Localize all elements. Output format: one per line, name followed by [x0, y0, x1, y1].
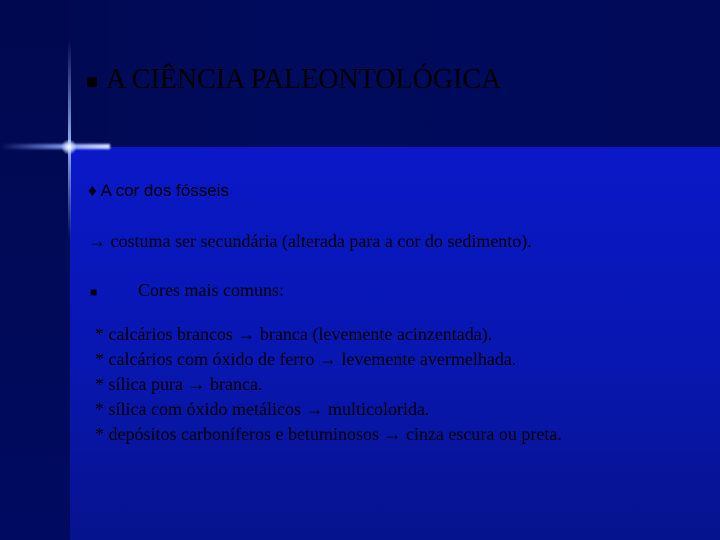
square-bullet-icon: ■: [86, 71, 99, 93]
arrow-statement: → costuma ser secundária (alterada para a cor do sedimento).: [88, 231, 532, 251]
sparkle-icon: [61, 139, 77, 155]
list-item: * calcários com óxido de ferro → levemente avermelhada.: [95, 349, 517, 369]
square-bullet-icon: ■: [90, 285, 98, 299]
slide-title: [86, 64, 501, 96]
color-list: [95, 322, 562, 447]
horizontal-glow-line: [0, 144, 110, 149]
list-item: * depósitos carboníferos e betuminosos → cinza escura ou preta.: [95, 424, 562, 444]
list-item: * sílica pura → branca.: [95, 374, 263, 394]
section-subheading: ♦ A cor dos fósseis: [88, 181, 229, 200]
slide-title-text: A CIÊNCIA PALEONTOLÓGICA: [106, 64, 502, 95]
colors-heading-label: Cores mais comuns:: [138, 280, 284, 300]
list-item: * sílica com óxido metálicos → multicolorida.: [95, 399, 430, 419]
colors-heading: [90, 280, 284, 301]
left-band: [0, 0, 70, 540]
list-item: * calcários brancos → branca (levemente acinzentada).: [95, 324, 493, 344]
